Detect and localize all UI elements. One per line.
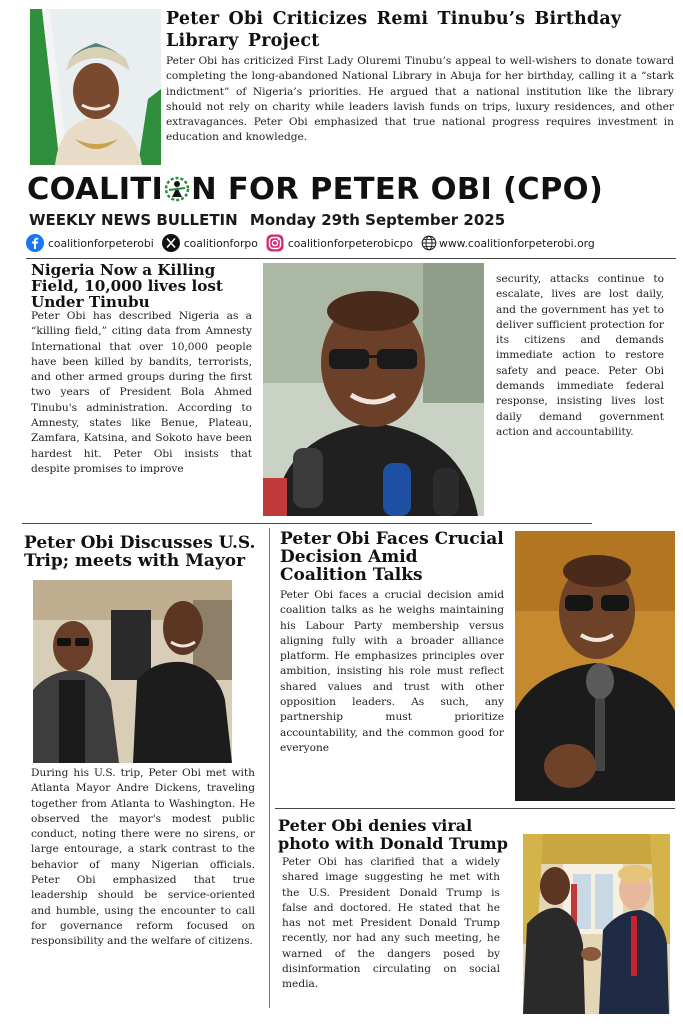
facebook-link[interactable]	[26, 234, 154, 252]
story3-headline: Peter Obi Faces Crucial Decision Amid Coalition Talks	[280, 529, 504, 585]
x-icon	[162, 234, 180, 252]
section-divider	[22, 523, 592, 524]
cpo-logo-icon	[164, 175, 190, 201]
top-story-body: Peter Obi has criticized First Lady Oluremi Tinubu’s appeal to well-wishers to donate toward completing the long-abandoned National Library in Abuja for her birthday, calling it a “stark indictment” of Nigeria’s priorities. He argued that a national institution like the library should not rely on charity while leaders lavish funds on trips, luxury residences, and other extravagances. Peter Obi emphasized that true national progress requires investment in education and knowledge.	[166, 55, 674, 144]
masthead-title-part1: COALITI	[27, 172, 164, 207]
masthead-title	[27, 172, 677, 207]
top-story-headline: Peter Obi Criticizes Remi Tinubu’s Birthday Library Project	[166, 9, 622, 51]
instagram-icon	[266, 234, 284, 252]
bulletin-label: WEEKLY NEWS BULLETIN	[29, 211, 238, 229]
peter-obi-microphone-photo	[515, 531, 675, 801]
story4-divider	[275, 808, 675, 809]
story1-body-right: security, attacks continue to escalate, lives are lost daily, and the government has yet to deliver sufficient protection for its citizens and demands immediate action to restore safety and peace. Peter Obi demands immediate federal response, insisting lives lost daily demand government action and accountability.	[496, 273, 664, 438]
facebook-handle: coalitionforpeterobi	[48, 236, 154, 250]
globe-icon	[421, 235, 437, 251]
facebook-icon	[26, 234, 44, 252]
first-lady-photo	[30, 9, 161, 165]
column-divider	[269, 528, 270, 1008]
bulletin-line	[29, 211, 669, 229]
story4-body: Peter Obi has clarified that a widely shared image suggesting he met with the U.S. President Donald Trump is false and doctored. He stated that he has not met President Donald Trump recently, nor had any such meeting, he warned of the dangers posed by disinformation circulating on social media.	[282, 856, 500, 991]
obi-and-mayor-photo	[33, 580, 232, 763]
website-url: www.coalitionforpeterobi.org	[439, 236, 595, 250]
social-links-row	[26, 233, 676, 253]
website-link[interactable]	[421, 235, 595, 251]
peter-obi-press-photo	[263, 263, 484, 516]
story1-body-left: Peter Obi has described Nigeria as a “killing field,” citing data from Amnesty International that over 10,000 people have been killed by bandits, terrorists, and other armed groups during the first two years of President Bola Ahmed Tinubu's administration. According to Amnesty, states like Benue, Plateau, Zamfara, Katsina, and Sokoto have been hardest hit. Peter Obi insists that despite promises to improve	[31, 310, 252, 475]
story3-body: Peter Obi faces a crucial decision amid coalition talks as he weighs maintaining his Labour Party membership versus aligning fully with a broader alliance platform. He emphasizes principles over ambition, insisting his role must reflect shared values and trust with other opposition leaders. As such, any partnership must prioritize accountability, and the common good for everyone	[280, 589, 504, 754]
masthead-divider	[26, 258, 676, 259]
x-link[interactable]	[162, 234, 258, 252]
masthead-title-part2: N FOR PETER OBI (CPO)	[191, 172, 604, 207]
story1-headline: Nigeria Now a Killing Field, 10,000 lives lost Under Tinubu	[31, 261, 223, 311]
viral-trump-photo	[523, 834, 670, 1014]
story4-headline: Peter Obi denies viral photo with Donald Trump	[278, 816, 508, 853]
bulletin-date: Monday 29th September 2025	[249, 211, 506, 229]
x-handle: coalitionforpo	[183, 236, 258, 250]
story2-headline: Peter Obi Discusses U.S. Trip; meets with Mayor	[24, 533, 256, 571]
story2-body: During his U.S. trip, Peter Obi met with Atlanta Mayor Andre Dickens, traveling together from Atlanta to Washington. He observed the mayor's modest public conduct, noting there were no sirens, or large entourage, a stark contrast to the behavior of many Nigerian officials. Peter Obi emphasized that true leadership should be service-oriented and humble, using the encounter to call for governance reform focused on responsibility and the welfare of citizens.	[31, 767, 255, 948]
instagram-link[interactable]	[266, 234, 413, 252]
instagram-handle: coalitionforpeterobicpo	[287, 236, 413, 250]
